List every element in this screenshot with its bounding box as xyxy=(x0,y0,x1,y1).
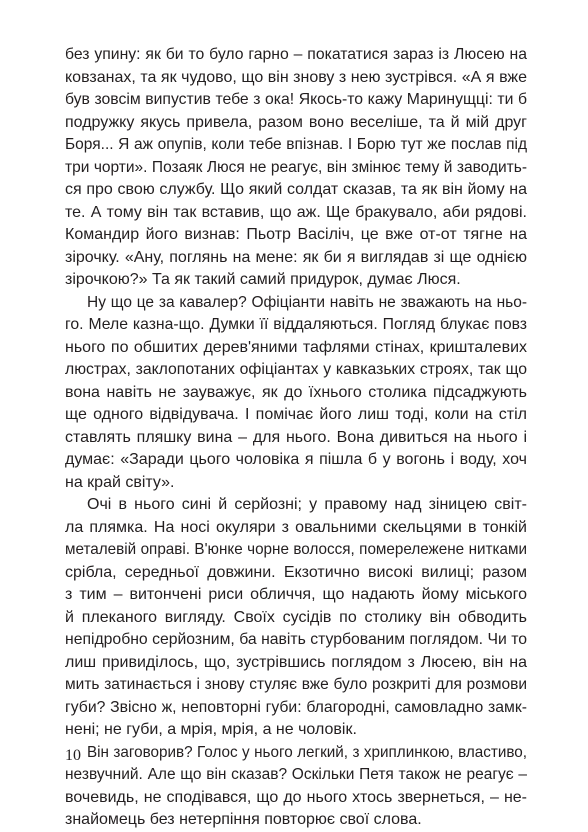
page-number: 10 xyxy=(65,747,81,764)
paragraph xyxy=(65,494,527,742)
text-line: ще одного відвідувача. І помічає його лиш тоді, коли на стіл xyxy=(65,406,527,423)
text-line: три чорти». Позаяк Люся не реагує, він змінює тему й заводить- xyxy=(65,158,527,176)
text-line: Командир його визнав: Пьотр Васіліч, це вже от-от тягне на xyxy=(65,226,527,243)
text-line: зірочку. «Ану, поглянь на мене: як би я виглядав зі ще однією xyxy=(65,248,527,266)
text-line: металевій оправі. В'юнке чорне волосся, померележене нитками xyxy=(65,541,527,558)
text-line: був зовсім випустив тебе з ока! Якось-то кажу Маринущці: ти б xyxy=(65,91,527,108)
text-line: срібла, середньої довжини. Екзотично високі вилиці; разом xyxy=(65,563,527,581)
body-text xyxy=(65,44,527,832)
text-line: ковзанах, та як чудово, що він знову з нею зустрівся. «А я вже xyxy=(65,68,527,86)
text-line: те. А тому він так вставив, що аж. Ще бракувало, аби рядові. xyxy=(65,203,527,221)
text-line: Він заговорив? Голос у нього легкий, з хриплинкою, властиво, xyxy=(87,743,527,761)
paragraph xyxy=(65,44,527,292)
text-line: з тим – витончені риси обличчя, що надають йому міського xyxy=(65,586,527,603)
text-line: ся про свою службу. Що який солдат сказав, та як він йому на xyxy=(65,181,527,198)
text-line: незвучний. Але що він сказав? Оскільки Петя також не реагує – xyxy=(65,766,527,783)
text-line: Очі в нього сині й серйозні; у правому над зіницею світ- xyxy=(87,496,527,513)
text-line: без упину: як би то було гарно – покататися зараз із Люсею на xyxy=(65,46,527,63)
text-line: ла плямка. На носі окуляри з овальними скельцями в тонкій xyxy=(65,518,527,536)
text-line: вона навіть не зауважує, як до їхнього столика підсаджують xyxy=(65,383,527,401)
text-line: непідробно серйозним, ба навіть стурбованим поглядом. Чи то xyxy=(65,631,527,648)
text-line: вочевидь, не сподівався, що до нього хтось звернеться, – не- xyxy=(65,788,527,806)
text-line: Ну що це за кавалер? Офіціанти навіть не зважають на ньо- xyxy=(87,293,527,311)
text-line: го. Меле казна-що. Думки її віддаляються. Погляд блукає повз xyxy=(65,316,527,333)
text-line: знайомець без нетерпіння повторює свої слова. xyxy=(65,811,422,828)
text-line: люстрах, заклопотаних офіціантах у кавказьких строях, так що xyxy=(65,361,527,378)
text-line: ставлять пляшку вина – для нього. Вона дивиться на нього і xyxy=(65,428,527,446)
text-line: й плеканого вигляду. Своїх сусідів по столику він обводить xyxy=(65,608,527,626)
text-line: нього по обшитих дерев'яними тафлями стінах, кришталевих xyxy=(65,338,527,356)
text-line: думає: «Заради цього чоловіка я пішла б у вогонь і воду, хоч xyxy=(65,451,527,468)
text-line: подружку якусь привела, разом воно веселіше, та й мій друг xyxy=(65,113,527,131)
text-line: на край світу». xyxy=(65,473,175,491)
paragraph xyxy=(65,742,527,832)
text-line: губи? Звісно ж, неповторні губи: благородні, самовладно замк- xyxy=(65,698,527,716)
text-line: зірочкою?» Та як такий самий придурок, думає Люся. xyxy=(65,271,461,288)
paragraph xyxy=(65,292,527,495)
text-line: мить затинається і знову стуляє вже було розкриті для розмови xyxy=(65,676,527,693)
text-line: лиш привиділось, що, зустрівшись поглядом з Люсею, він на xyxy=(65,653,527,671)
text-line: нені; не губи, а мрія, мрія, а не чоловік. xyxy=(65,721,357,738)
text-line: Боря... Я аж опупів, коли тебе впізнав. І Борю тут же послав під xyxy=(65,136,527,153)
